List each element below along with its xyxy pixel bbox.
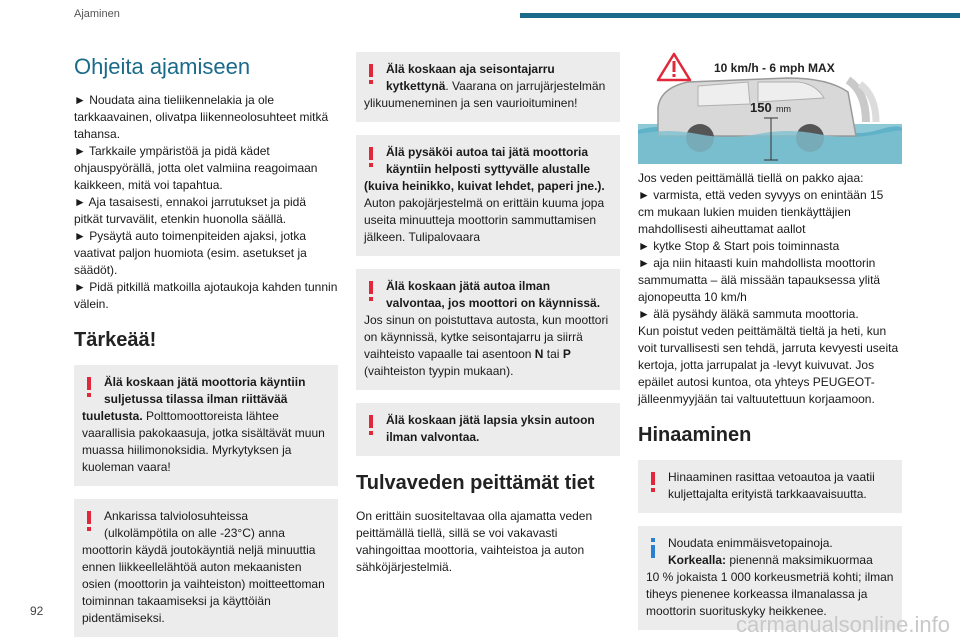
column-2 xyxy=(356,52,620,576)
list-item: ► Tarkkaile ympäristöä ja pidä kädet ohjauspyörällä, jotta olet valmiina reagoimaan kaikkeen, mitä voi tapahtua. xyxy=(74,144,318,192)
warning-icon xyxy=(366,64,376,84)
warning-icon xyxy=(366,281,376,301)
warning-box: Älä pysäköi autoa tai jätä moottoria käyntiin helposti syttyvälle alustalle (kuiva heinikko, kuivat lehdet, paperi jne.). Auton pakojärjestelmä on erittäin kuuma jopa useita minuutteja moottorin sammuttamisen jälkeen. Tulipalovaara xyxy=(356,135,620,256)
driving-tips xyxy=(74,92,338,313)
list-item: ► varmista, että veden syvyys on enintään 15 cm mukaan lukien muiden tienkäyttäjien mahdollisesti aiheuttamat aallot xyxy=(638,188,884,236)
watermark: carmanualsonline.info xyxy=(735,612,950,637)
warning-box: Ankarissa talviolosuhteissa (ulkolämpötila on alle -23°C) anna moottorin käydä joutokäyntiä neljä minuuttia ennen liikkeellelähtöä auton mekaanisten osien (moottorin ja vaihteiston) moitteettoman toiminnan takaamiseksi ja käyttöiän pidentämiseksi. xyxy=(74,499,338,637)
info-box: Noudata enimmäisvetopainoja. Korkealla: pienennä maksimikuormaa 10 % jokaista 1 000 korkeusmetriä kohti; ilman tiheys pienenee korkeassa ilmanalassa ja moottorin suorituskyky heikkenee. xyxy=(638,526,902,630)
column-1 xyxy=(74,52,338,640)
page-number: 92 xyxy=(30,604,44,618)
flood-instructions: Jos veden peittämällä tiellä on pakko ajaa: ► varmista, että veden syvyys on enintään 15 cm mukaan lukien muiden tienkäyttäjien mahdollisesti aiheuttamat aallot ► kytke Stop & Start pois toiminnasta ► aja niin hitaasti kuin mahdollista moottorin sammumatta – älä missään tapauksessa ylitä ajonopeutta 10 km/h ► älä pysähdy äläkä sammuta moottoria. Kun poistut veden peittämältä tieltä ja heti, kun voit turvallisesti sen tehdä, jarruta kevyesti useita kertoja, jotta jarrupalat ja -levyt kuivuvat. Jos epäilet autosi kuntoa, ota yhteys PEUGEOT-jälleenmyyjään tai valtuutettuun korjaamoon. xyxy=(638,170,902,408)
section-label: Ajaminen xyxy=(74,8,120,20)
warning-box: Älä koskaan jätä autoa ilman valvontaa, jos moottori on käynnissä. Jos sinun on poistuttava autosta, kun moottori on käynnissä, kytke seisontajarru ja siirrä vaihteisto vapaalle tai asentoon N tai P (vaihteiston tyypin mukaan). xyxy=(356,269,620,390)
info-icon xyxy=(648,538,658,558)
flood-heading: Tulvaveden peittämät tiet xyxy=(356,472,595,494)
warning-icon xyxy=(648,472,658,492)
list-item: ► älä pysähdy äläkä sammuta moottoria. xyxy=(638,307,859,321)
warning-icon xyxy=(366,415,376,435)
warning-icon xyxy=(366,147,376,167)
header-accent-bar xyxy=(520,13,960,18)
warning-box: Hinaaminen rasittaa vetoautoa ja vaatii kuljettajalta erityistä tarkkaavaisuutta. xyxy=(638,460,902,513)
list-item: ► Pysäytä auto toimenpiteiden ajaksi, jotka vaativat paljon huomiota (esim. asetukset ja säädöt). xyxy=(74,229,307,277)
warning-icon xyxy=(84,377,94,397)
speed-label: 10 km/h - 6 mph MAX xyxy=(714,61,835,75)
list-item: ► aja niin hitaasti kuin mahdollista moottorin sammumatta – älä missään tapauksessa ylitä ajonopeutta 10 km/h xyxy=(638,256,881,304)
list-item: ► Aja tasaisesti, ennakoi jarrutukset ja pidä pitkät turvavälit, etenkin huonolla säällä. xyxy=(74,195,307,226)
flood-text: On erittäin suositeltavaa olla ajamatta veden peittämällä tiellä, sillä se voi vakavasti vahingoittaa moottoria, vaihteistoa ja auton sähköjärjestelmiä. xyxy=(356,509,593,574)
list-item: ► Pidä pitkillä matkoilla ajotaukoja kahden tunnin välein. xyxy=(74,280,338,311)
flood-illustration xyxy=(638,52,902,164)
list-item: ► Noudata aina tieliikennelakia ja ole tarkkaavainen, olivatpa liikenneolosuhteet mitkä tahansa. xyxy=(74,93,329,141)
column-3 xyxy=(638,52,902,640)
page-title: Ohjeita ajamiseen xyxy=(74,54,251,79)
flood-car-image xyxy=(638,52,902,164)
list-item: ► kytke Stop & Start pois toiminnasta xyxy=(638,239,840,253)
towing-heading: Hinaaminen xyxy=(638,424,752,446)
depth-value: 150 xyxy=(750,100,772,115)
important-heading: Tärkeää! xyxy=(74,329,157,351)
depth-unit: mm xyxy=(776,104,791,114)
warning-box: Älä koskaan jätä lapsia yksin autoon ilman valvontaa. xyxy=(356,403,620,456)
warning-box: Älä koskaan aja seisontajarru kytkettynä. Vaarana on jarrujärjestelmän ylikuumeneminen ja sen vaurioituminen! xyxy=(356,52,620,122)
warning-icon xyxy=(84,511,94,531)
warning-box: Älä koskaan jätä moottoria käyntiin suljetussa tilassa ilman riittävää tuuletusta. Polttomoottoreista lähtee vaarallisia pakokaasuja, jotka sisältävät muun muassa hiilimonoksidia. Myrkytyksen ja kuoleman vaara! xyxy=(74,365,338,486)
